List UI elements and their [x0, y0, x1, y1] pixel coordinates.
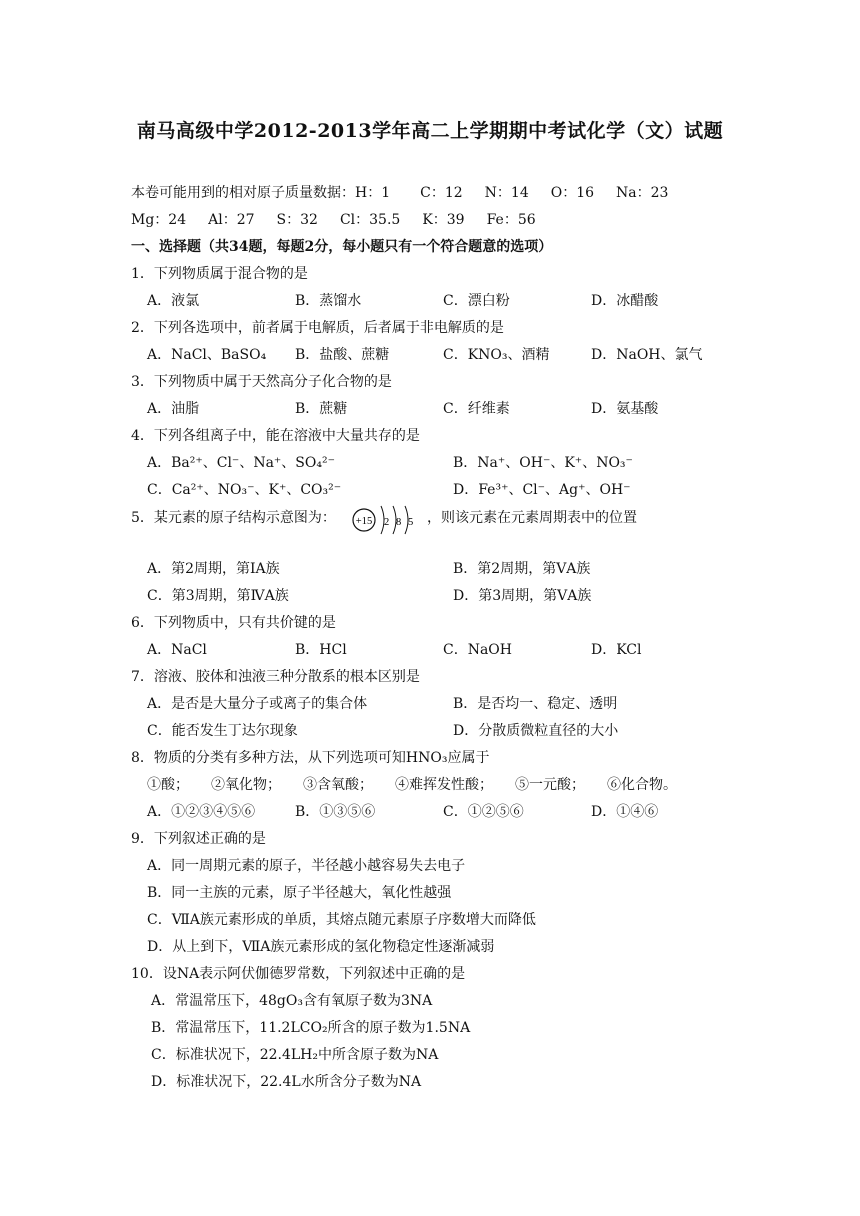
question-6: 6．下列物质中，只有共价键的是 [131, 615, 336, 631]
exam-content [131, 180, 741, 1096]
question-5: 5．某元素的原子结构示意图为： [131, 510, 336, 526]
question-7-options-row2 [131, 718, 741, 745]
option-c: C．ⅦA族元素形成的单质，其熔点随元素原子序数增大而降低 [147, 912, 536, 928]
option-c: C．①②⑤⑥ [443, 804, 524, 820]
option-d: D．氨基酸 [591, 401, 659, 417]
mass-k: K：39 [422, 212, 465, 228]
mass-cl: Cl：35.5 [339, 212, 401, 228]
question-1: 1．下列物质属于混合物的是 [131, 266, 308, 282]
question-5-continued: ，则该元素在元素周期表中的位置 [427, 510, 637, 526]
section-heading: 一、选择题（共34题，每题2分，每小题只有一个符合题意的选项） [131, 239, 553, 255]
option-a: A．是否是大量分子或离子的集合体 [147, 696, 368, 712]
mass-fe: Fe：56 [486, 212, 536, 228]
option-c: C．Ca²⁺、NO₃⁻、K⁺、CO₃²⁻ [147, 482, 342, 498]
option-b: B．常温常压下，11.2LCO₂所含的原子数为1.5NA [151, 1020, 471, 1036]
question-4-options-row1 [131, 450, 741, 477]
question-4: 4．下列各组离子中，能在溶液中大量共存的是 [131, 428, 420, 444]
option-d: D．从上到下，ⅦA族元素形成的氢化物稳定性逐渐减弱 [147, 939, 495, 955]
item-2: ②氧化物； [211, 777, 281, 793]
mass-n: N：14 [484, 185, 529, 201]
option-d: D．第3周期，第ⅤA族 [453, 588, 592, 604]
option-a: A．Ba²⁺、Cl⁻、Na⁺、SO₄²⁻ [147, 455, 335, 471]
option-d: D．标准状况下，22.4L水所含分子数为NA [151, 1074, 422, 1090]
option-d: D．KCl [591, 642, 642, 658]
question-4-options-row2 [131, 477, 741, 504]
item-3: ③含氧酸； [303, 777, 373, 793]
atomic-mass-line-1 [131, 180, 741, 207]
question-3: 3．下列物质中属于天然高分子化合物的是 [131, 374, 392, 390]
option-c: C．纤维素 [443, 401, 510, 417]
option-c: C．KNO₃、酒精 [443, 347, 550, 363]
option-a: A．液氯 [147, 293, 200, 309]
option-c: C．漂白粉 [443, 293, 510, 309]
mass-al: Al：27 [208, 212, 255, 228]
option-b: B．第2周期，第ⅤA族 [453, 561, 591, 577]
shell-electrons-3: 5 [408, 517, 414, 528]
shell-electrons-1: 2 [384, 517, 390, 528]
question-3-options [131, 396, 741, 423]
mass-na: Na：23 [616, 185, 669, 201]
option-c: C．NaOH [443, 642, 512, 658]
question-6-options [131, 637, 741, 664]
option-b: B．Na⁺、OH⁻、K⁺、NO₃⁻ [453, 455, 633, 471]
mass-s: S：32 [276, 212, 318, 228]
mass-h: H：1 [355, 185, 391, 201]
option-d: D．冰醋酸 [591, 293, 659, 309]
question-10: 10．设NA表示阿伏伽德罗常数，下列叙述中正确的是 [131, 966, 466, 982]
nucleus-charge: +15 [355, 516, 373, 527]
item-6: ⑥化合物。 [607, 777, 677, 793]
question-7-options-row1 [131, 691, 741, 718]
page-title: 南马高级中学2012-2013学年高二上学期期中考试化学（文）试题 [136, 120, 724, 142]
option-c: C．标准状况下，22.4LH₂中所含原子数为NA [151, 1047, 439, 1063]
option-b: B．同一主族的元素，原子半径越大，氧化性越强 [147, 885, 452, 901]
mass-o: O：16 [550, 185, 595, 201]
option-b: B．蔗糖 [295, 401, 348, 417]
item-5: ⑤一元酸； [515, 777, 585, 793]
question-1-options [131, 288, 741, 315]
intro-prefix: 本卷可能用到的相对原子质量数据： [131, 185, 355, 201]
option-a: A．油脂 [147, 401, 200, 417]
option-d: D．分散质微粒直径的大小 [453, 723, 619, 739]
shell-electrons-2: 8 [396, 517, 402, 528]
question-7: 7．溶液、胶体和浊液三种分散系的根本区别是 [131, 669, 420, 685]
option-d: D．①④⑥ [591, 804, 659, 820]
option-b: B．①③⑤⑥ [295, 804, 376, 820]
option-b: B．蒸馏水 [295, 293, 362, 309]
atom-structure-diagram [351, 504, 425, 552]
option-b: B．HCl [295, 642, 347, 658]
option-a: A．第2周期，第ⅠA族 [147, 561, 280, 577]
question-5-options-row1 [131, 556, 741, 583]
mass-mg: Mg：24 [131, 212, 187, 228]
option-a: A．同一周期元素的原子，半径越小越容易失去电子 [147, 858, 466, 874]
option-a: A．NaCl、BaSO₄ [147, 347, 267, 363]
question-5-stem [131, 504, 741, 556]
option-b: B．盐酸、蔗糖 [295, 347, 390, 363]
question-8-items [131, 772, 741, 799]
atomic-mass-line-2 [131, 207, 741, 234]
option-a: A．NaCl [147, 642, 207, 658]
option-d: D．NaOH、氯气 [591, 347, 703, 363]
option-d: D．Fe³⁺、Cl⁻、Ag⁺、OH⁻ [453, 482, 631, 498]
option-a: A．常温常压下，48gO₃含有氧原子数为3NA [151, 993, 433, 1009]
question-8: 8．物质的分类有多种方法，从下列选项可知HNO₃应属于 [131, 750, 490, 766]
item-1: ①酸； [147, 777, 189, 793]
question-8-options [131, 799, 741, 826]
option-c: C．第3周期，第ⅣA族 [147, 588, 289, 604]
question-9: 9．下列叙述正确的是 [131, 831, 266, 847]
option-b: B．是否均一、稳定、透明 [453, 696, 618, 712]
question-5-options-row2 [131, 583, 741, 610]
option-a: A．①②③④⑤⑥ [147, 804, 256, 820]
question-2: 2．下列各选项中，前者属于电解质，后者属于非电解质的是 [131, 320, 504, 336]
mass-c: C：12 [420, 185, 463, 201]
item-4: ④难挥发性酸； [395, 777, 493, 793]
option-c: C．能否发生丁达尔现象 [147, 723, 298, 739]
question-2-options [131, 342, 741, 369]
